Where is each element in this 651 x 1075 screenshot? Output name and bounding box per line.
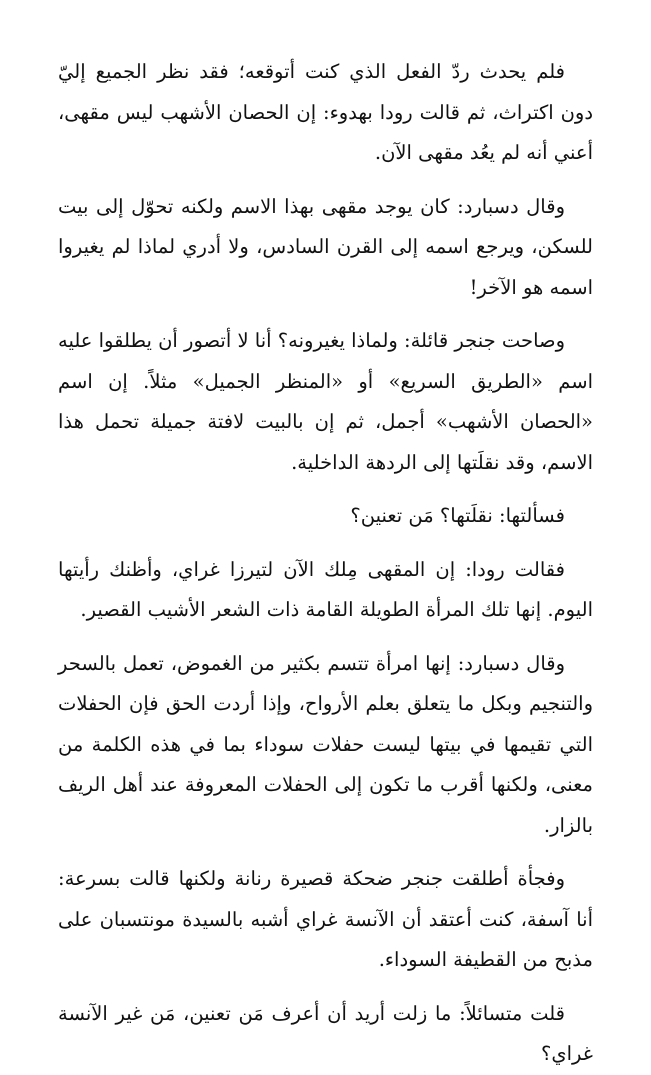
paragraph-3: وصاحت جنجر قائلة: ولماذا يغيرونه؟ أنا لا أتصور أن يطلقوا عليه اسم «الطريق السريع» أو «المنظر الجميل» مثلاً. إن اسم «الحصان الأشهب» أجمل، ثم إن بالبيت لافتة جميلة تحمل هذا الاسم، وقد نقلَتها إلى الردهة الداخلية. <box>58 329 593 474</box>
paragraph-8: قلت متسائلاً: ما زلت أريد أن أعرف مَن تعنين، مَن غير الآنسة غراي؟ <box>58 1001 593 1065</box>
paragraph-4: فسألتها: نقلَتها؟ مَن تعنين؟ <box>350 504 565 527</box>
book-page <box>58 52 593 1075</box>
paragraph-2: وقال دسبارد: كان يوجد مقهى بهذا الاسم ولكنه تحوّل إلى بيت للسكن، ويرجع اسمه إلى القرن السادس، ولا أدري لماذا لم يغيروا اسمه هو الآخر! <box>58 194 593 299</box>
paragraph-6: وقال دسبارد: إنها امرأة تتسم بكثير من الغموض، تعمل بالسحر والتنجيم وبكل ما يتعلق بعلم الأرواح، وإذا أردت الحق فإن الحفلات التي تقيمها في بيتها ليست حفلات سوداء بما في هذه الكلمة من معنى، ولكنها أقرب ما تكون إلى الحفلات المعروفة عند أهل الريف بالزار. <box>58 651 593 837</box>
paragraph-5: فقالت رودا: إن المقهى مِلك الآن لتيرزا غراي، وأظنك رأيتها اليوم. إنها تلك المرأة الطويلة القامة ذات الشعر الأشيب القصير. <box>58 557 593 621</box>
paragraph-1: فلم يحدث ردّ الفعل الذي كنت أتوقعه؛ فقد نظر الجميع إليّ دون اكتراث، ثم قالت رودا بهدوء: إن الحصان الأشهب ليس مقهى، أعني أنه لم يعُد مقهى الآن. <box>58 60 593 164</box>
paragraph-7: وفجأة أطلقت جنجر ضحكة قصيرة رنانة ولكنها قالت بسرعة: أنا آسفة، كنت أعتقد أن الآنسة غراي أشبه بالسيدة مونتسبان على مذبح من القطيفة السوداء. <box>58 867 593 971</box>
